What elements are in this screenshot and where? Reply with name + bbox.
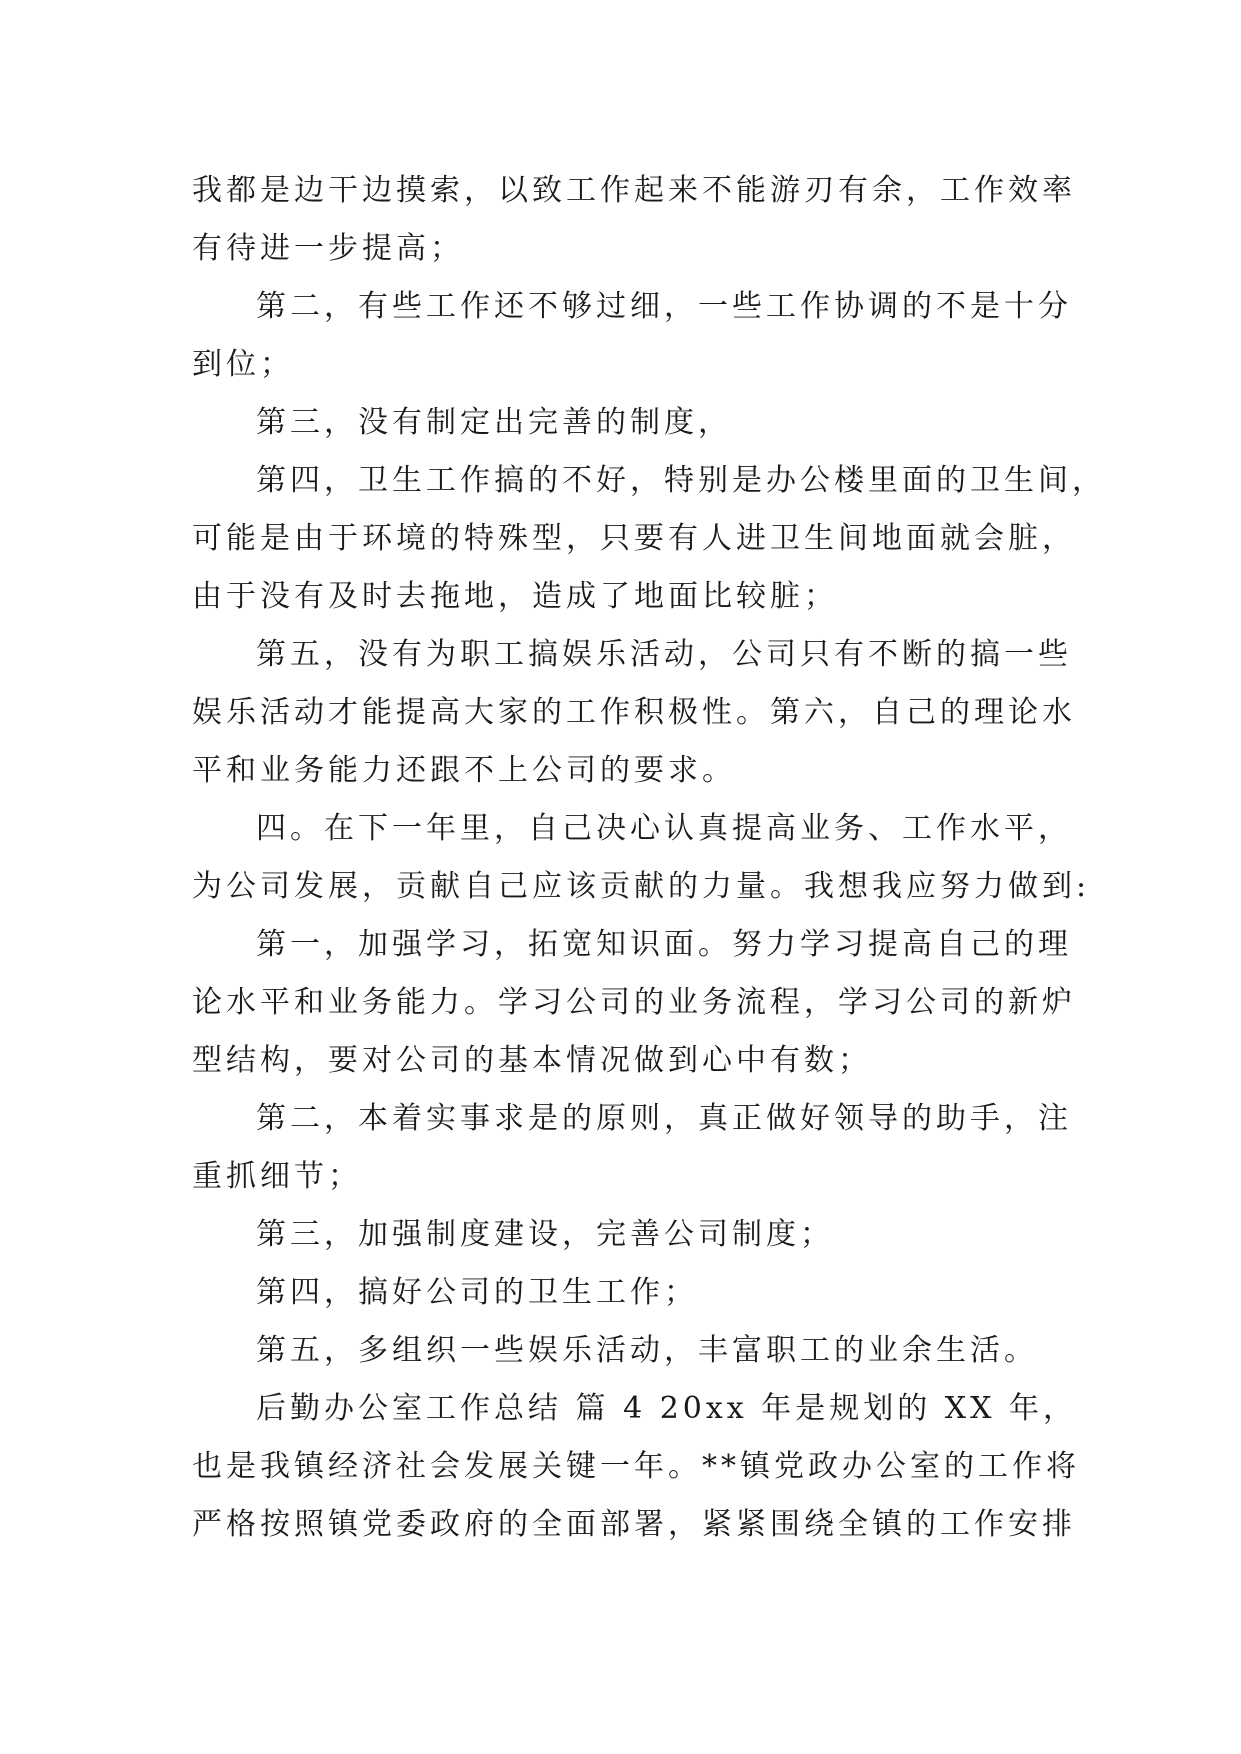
- text-line: 为公司发展，贡献自己应该贡献的力量。我想我应努力做到:: [192, 869, 1091, 904]
- text-line: 也是我镇经济社会发展关键一年。**镇党政办公室的工作将: [192, 1449, 1080, 1484]
- text-line: 第四，卫生工作搞的不好，特别是办公楼里面的卫生间，: [256, 463, 1106, 498]
- text-line: 论水平和业务能力。学习公司的业务流程，学习公司的新炉: [192, 985, 1076, 1020]
- text-line: 第二，本着实事求是的原则，真正做好领导的助手，注: [256, 1101, 1072, 1136]
- text-line: 我都是边干边摸索，以致工作起来不能游刃有余，工作效率: [192, 173, 1076, 208]
- text-line: 第五，多组织一些娱乐活动，丰富职工的业余生活。: [256, 1333, 1038, 1368]
- text-line: 第五，没有为职工搞娱乐活动，公司只有不断的搞一些: [256, 637, 1072, 672]
- text-line: 重抓细节；: [192, 1159, 362, 1194]
- text-line: 可能是由于环境的特殊型，只要有人进卫生间地面就会脏，: [192, 521, 1076, 556]
- text-line: 后勤办公室工作总结 篇 4 20xx 年是规划的 XX 年，: [256, 1391, 1078, 1426]
- document-body: [192, 162, 1106, 1554]
- text-line: 第三，没有制定出完善的制度，: [256, 405, 732, 440]
- text-line: 严格按照镇党委政府的全面部署，紧紧围绕全镇的工作安排: [192, 1507, 1076, 1542]
- text-line: 娱乐活动才能提高大家的工作积极性。第六，自己的理论水: [192, 695, 1076, 730]
- text-line: 第四，搞好公司的卫生工作；: [256, 1275, 698, 1310]
- text-line: 第三，加强制度建设，完善公司制度；: [256, 1217, 834, 1252]
- text-line: 四。在下一年里，自己决心认真提高业务、工作水平，: [256, 811, 1072, 846]
- text-line: 第一，加强学习，拓宽知识面。努力学习提高自己的理: [256, 927, 1072, 962]
- text-line: 到位；: [192, 347, 294, 382]
- text-line: 有待进一步提高；: [192, 231, 464, 266]
- text-line: 型结构，要对公司的基本情况做到心中有数；: [192, 1043, 872, 1078]
- text-line: 平和业务能力还跟不上公司的要求。: [192, 753, 736, 788]
- text-line: 由于没有及时去拖地，造成了地面比较脏；: [192, 579, 838, 614]
- text-line: 第二，有些工作还不够过细，一些工作协调的不是十分: [256, 289, 1072, 324]
